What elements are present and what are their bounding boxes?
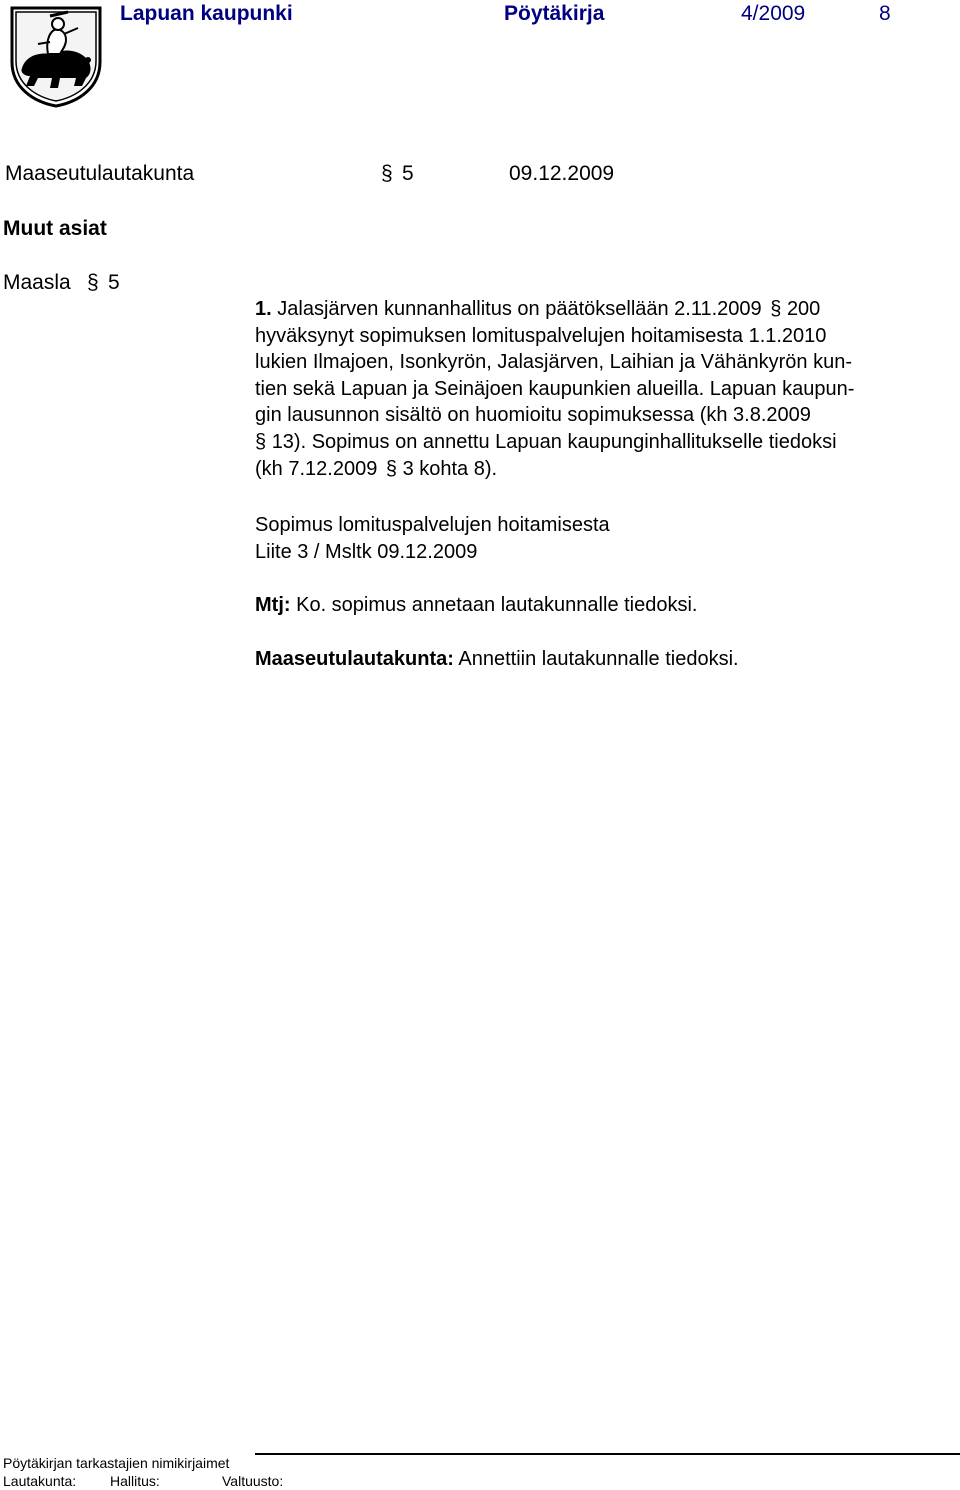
- attachment-ref: Liite 3 / Msltk 09.12.2009: [255, 540, 478, 563]
- meeting-body: Maaseutulautakunta: [5, 162, 195, 185]
- header-doc-type: Pöytäkirja: [504, 2, 605, 25]
- body-line: lukien Ilmajoen, Isonkyrön, Jalasjärven, Laihian ja Vähänkyrön kun-: [255, 351, 853, 374]
- decision-label: Maaseutulautakunta:: [255, 648, 454, 670]
- body-line: Jalasjärven kunnanhallitus on päätöksellään 2.11.2009: [277, 298, 762, 320]
- decision-text: Annettiin lautakunnalle tiedoksi.: [458, 648, 739, 670]
- footer-divider: [255, 1453, 960, 1455]
- proposal-label: Mtj:: [255, 594, 291, 616]
- body-line: hyväksynyt sopimuksen lomituspalvelujen hoitamisesta 1.1.2010: [255, 324, 827, 347]
- item-section-no: 5: [108, 271, 120, 294]
- coat-of-arms-icon: [8, 4, 104, 108]
- footer-valtuusto: Valtuusto:: [222, 1473, 284, 1489]
- body-line: gin lausunnon sisältö on huomioitu sopimuksessa (kh 3.8.2009: [255, 404, 811, 427]
- header-org: Lapuan kaupunki: [120, 2, 293, 25]
- footer-title: Pöytäkirjan tarkastajien nimikirjaimet: [3, 1455, 230, 1471]
- section-sign-icon: §: [770, 298, 782, 320]
- footer-lautakunta: Lautakunta:: [3, 1473, 77, 1489]
- body-line: (kh 7.12.2009: [255, 457, 378, 480]
- category-heading: Muut asiat: [3, 217, 107, 240]
- attachment-block: [255, 512, 947, 565]
- decision-line: [255, 646, 947, 673]
- item-number: 1.: [255, 298, 272, 320]
- body-line: 200: [786, 298, 821, 320]
- footer-hallitus: Hallitus:: [110, 1473, 160, 1489]
- meeting-section-no: 5: [402, 162, 414, 185]
- body-line: tien sekä Lapuan ja Seinäjoen kaupunkien alueilla. Lapuan kaupun-: [255, 377, 855, 400]
- proposal-line: [255, 592, 947, 619]
- header-doc-no: 4/2009: [741, 2, 806, 25]
- item-section-sign-icon: §: [87, 271, 99, 294]
- proposal-text: Ko. sopimus annetaan lautakunnalle tiedoksi.: [296, 594, 698, 616]
- body-paragraph: [255, 296, 947, 482]
- section-sign-icon: §: [255, 430, 267, 453]
- attachment-title: Sopimus lomituspalvelujen hoitamisesta: [255, 514, 610, 536]
- section-sign-icon: §: [381, 162, 393, 185]
- meeting-date: 09.12.2009: [509, 162, 615, 185]
- body-line: 3 kohta 8).: [402, 457, 498, 480]
- section-sign-icon: §: [385, 457, 398, 480]
- header-page: 8: [879, 2, 891, 25]
- item-code: Maasla: [3, 271, 71, 294]
- body-line: 13). Sopimus on annettu Lapuan kaupunginhallitukselle tiedoksi: [271, 430, 837, 453]
